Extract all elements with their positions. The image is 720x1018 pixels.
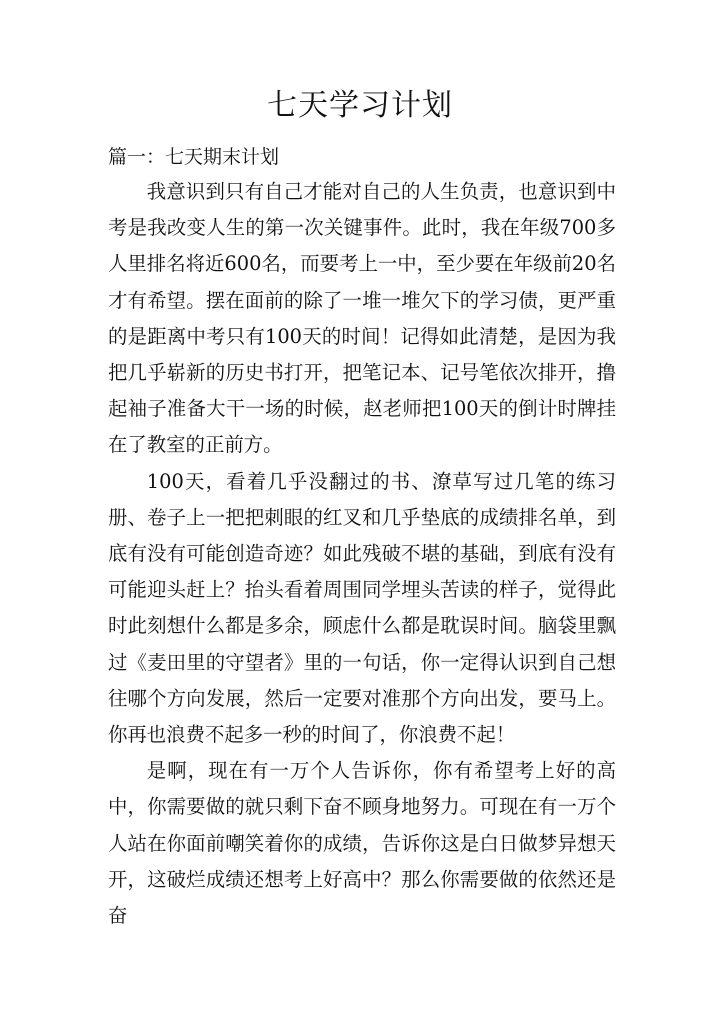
document-title: 七天学习计划: [267, 88, 453, 123]
paragraph: 100天，看着几乎没翻过的书、潦草写过几笔的练习册、卷子上一把把刺眼的红叉和几乎垫底的成绩排名单，到底有没有可能创造奇迹？如此残破不堪的基础，到底有没有可能迎头赶上？抬头看着周围同学埋头苦读的样子，觉得此时此刻想什么都是多余，顾虑什么都是耽误时间。脑袋里飘过《麦田里的守望者》里的一句话，你一定得认识到自己想往哪个方向发展，然后一定要对准那个方向出发，要马上。你再也浪费不起多一秒的时间了，你浪费不起！: [108, 469, 616, 747]
paragraph: 我意识到只有自己才能对自己的人生负责，也意识到中考是我改变人生的第一次关键事件。此时，我在年级700多人里排名将近600名，而要考上一中，至少要在年级前20名才有希望。摆在面前的除了一堆一堆欠下的学习债，更严重的是距离中考只有100天的时间！记得如此清楚，是因为我把几乎崭新的历史书打开，把笔记本、记号笔依次排开，撸起袖子准备大干一场的时候，赵老师把100天的倒计时牌挂在了教室的正前方。: [108, 180, 616, 457]
section-heading: 篇一：七天期末计划: [108, 146, 280, 168]
document-body: [108, 174, 616, 934]
paragraph: 是啊，现在有一万个人告诉你，你有希望考上好的高中，你需要做的就只剩下奋不顾身地努力。可现在有一万个人站在你面前嘲笑着你的成绩，告诉你这是白日做梦异想天开，这破烂成绩还想考上好高中？那么你需要做的依然还是奋: [108, 759, 616, 928]
